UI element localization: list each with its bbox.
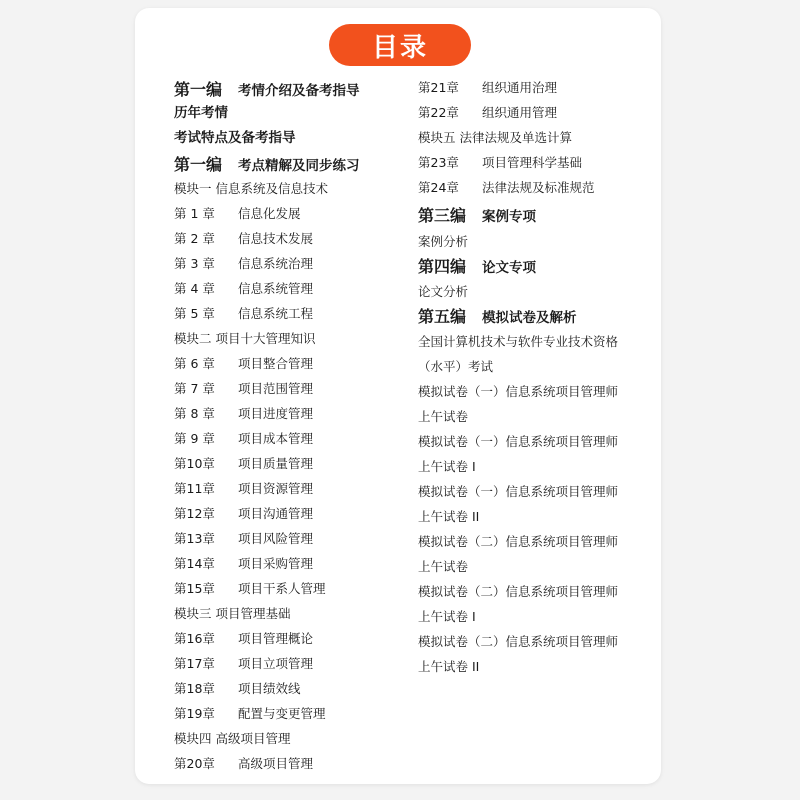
chapter-title: 项目质量管理 bbox=[238, 456, 314, 471]
toc-entry: 上午试卷 I bbox=[418, 459, 476, 474]
chapter-number: 第21章 bbox=[418, 80, 459, 95]
chapter-number: 第16章 bbox=[174, 631, 215, 646]
chapter-number: 第17章 bbox=[174, 656, 215, 671]
part-label: 第一编 bbox=[174, 80, 223, 99]
toc-chapter-entry bbox=[174, 630, 313, 648]
toc-chapter-entry bbox=[174, 580, 326, 598]
chapter-title: 项目沟通管理 bbox=[238, 506, 314, 521]
chapter-number: 第15章 bbox=[174, 581, 215, 596]
chapter-title: 信息系统工程 bbox=[238, 306, 314, 321]
toc-entry: 模拟试卷（二）信息系统项目管理师 bbox=[418, 584, 619, 599]
chapter-title: 组织通用治理 bbox=[482, 80, 558, 95]
chapter-title: 项目资源管理 bbox=[238, 481, 314, 496]
toc-chapter-entry bbox=[174, 530, 313, 548]
toc-part-heading bbox=[418, 205, 536, 228]
chapter-number: 第12章 bbox=[174, 506, 215, 521]
chapter-title: 项目范围管理 bbox=[238, 381, 314, 396]
toc-entry: 模拟试卷（一）信息系统项目管理师 bbox=[418, 484, 619, 499]
toc-entry: 模块四 高级项目管理 bbox=[174, 731, 291, 746]
chapter-title: 项目采购管理 bbox=[238, 556, 314, 571]
chapter-title: 组织通用管理 bbox=[482, 105, 558, 120]
part-label: 第一编 bbox=[174, 155, 223, 174]
chapter-number: 第 5 章 bbox=[174, 306, 215, 321]
toc-entry: 上午试卷 I bbox=[418, 609, 476, 624]
part-label: 第四编 bbox=[418, 257, 467, 276]
chapter-title: 项目风险管理 bbox=[238, 531, 314, 546]
toc-chapter-entry bbox=[174, 205, 301, 223]
toc-entry: 上午试卷 II bbox=[418, 659, 480, 674]
chapter-number: 第 7 章 bbox=[174, 381, 215, 396]
toc-chapter-entry bbox=[174, 430, 313, 448]
toc-chapter-entry bbox=[174, 755, 313, 773]
toc-part-heading bbox=[174, 154, 360, 177]
chapter-number: 第24章 bbox=[418, 180, 459, 195]
toc-chapter-entry bbox=[174, 355, 313, 373]
chapter-number: 第14章 bbox=[174, 556, 215, 571]
toc-title: 目录 bbox=[329, 24, 471, 66]
toc-section-heading: 历年考情 bbox=[174, 105, 228, 121]
toc-chapter-entry bbox=[174, 505, 313, 523]
toc-entry: 模块二 项目十大管理知识 bbox=[174, 331, 316, 346]
chapter-title: 项目管理科学基础 bbox=[482, 155, 583, 170]
part-label: 第三编 bbox=[418, 206, 467, 225]
part-subtitle: 考点精解及同步练习 bbox=[238, 158, 360, 174]
chapter-number: 第23章 bbox=[418, 155, 459, 170]
chapter-number: 第13章 bbox=[174, 531, 215, 546]
toc-part-heading bbox=[418, 306, 577, 329]
toc-entry: 全国计算机技术与软件专业技术资格 bbox=[418, 334, 619, 349]
toc-chapter-entry bbox=[418, 104, 557, 122]
chapter-title: 法律法规及标准规范 bbox=[482, 180, 595, 195]
chapter-title: 项目绩效线 bbox=[238, 681, 301, 696]
chapter-title: 项目立项管理 bbox=[238, 656, 314, 671]
chapter-number: 第20章 bbox=[174, 756, 215, 771]
toc-chapter-entry bbox=[174, 380, 313, 398]
toc-chapter-entry bbox=[174, 455, 313, 473]
toc-chapter-entry bbox=[174, 655, 313, 673]
chapter-title: 项目进度管理 bbox=[238, 406, 314, 421]
chapter-title: 项目管理概论 bbox=[238, 631, 314, 646]
toc-entry: 论文分析 bbox=[418, 284, 469, 299]
chapter-title: 项目整合管理 bbox=[238, 356, 314, 371]
toc-entry: 上午试卷 II bbox=[418, 509, 480, 524]
chapter-number: 第 4 章 bbox=[174, 281, 215, 296]
toc-entry: 模拟试卷（二）信息系统项目管理师 bbox=[418, 534, 619, 549]
chapter-number: 第22章 bbox=[418, 105, 459, 120]
toc-entry: 模拟试卷（一）信息系统项目管理师 bbox=[418, 384, 619, 399]
part-subtitle: 案例专项 bbox=[482, 209, 537, 225]
toc-chapter-entry bbox=[418, 179, 595, 197]
toc-entry: 上午试卷 bbox=[418, 559, 469, 574]
chapter-number: 第 9 章 bbox=[174, 431, 215, 446]
toc-section-heading: 考试特点及备考指导 bbox=[174, 130, 296, 146]
part-subtitle: 考情介绍及备考指导 bbox=[238, 83, 360, 99]
toc-chapter-entry bbox=[174, 480, 313, 498]
chapter-number: 第 8 章 bbox=[174, 406, 215, 421]
chapter-number: 第18章 bbox=[174, 681, 215, 696]
toc-chapter-entry bbox=[174, 230, 313, 248]
part-subtitle: 模拟试卷及解析 bbox=[482, 310, 577, 326]
toc-chapter-entry bbox=[174, 405, 313, 423]
part-label: 第五编 bbox=[418, 307, 467, 326]
toc-chapter-entry bbox=[174, 705, 326, 723]
toc-entry: 模块一 信息系统及信息技术 bbox=[174, 181, 328, 196]
toc-chapter-entry bbox=[418, 154, 582, 172]
toc-entry: 模块三 项目管理基础 bbox=[174, 606, 291, 621]
chapter-title: 项目成本管理 bbox=[238, 431, 314, 446]
toc-chapter-entry bbox=[174, 305, 313, 323]
chapter-number: 第 2 章 bbox=[174, 231, 215, 246]
toc-entry: 案例分析 bbox=[418, 234, 469, 249]
toc-chapter-entry bbox=[418, 79, 557, 97]
chapter-number: 第11章 bbox=[174, 481, 215, 496]
toc-entry: 模拟试卷（一）信息系统项目管理师 bbox=[418, 434, 619, 449]
chapter-number: 第19章 bbox=[174, 706, 215, 721]
chapter-title: 信息系统治理 bbox=[238, 256, 314, 271]
toc-chapter-entry bbox=[174, 555, 313, 573]
chapter-title: 信息化发展 bbox=[238, 206, 301, 221]
chapter-title: 信息技术发展 bbox=[238, 231, 314, 246]
chapter-title: 配置与变更管理 bbox=[238, 706, 326, 721]
toc-entry: 模块五 法律法规及单选计算 bbox=[418, 130, 572, 145]
part-subtitle: 论文专项 bbox=[482, 260, 537, 276]
toc-chapter-entry bbox=[174, 680, 301, 698]
toc-entry: 上午试卷 bbox=[418, 409, 469, 424]
toc-entry: （水平）考试 bbox=[418, 359, 494, 374]
toc-chapter-entry bbox=[174, 255, 313, 273]
toc-part-heading bbox=[418, 256, 536, 279]
toc-entry: 模拟试卷（二）信息系统项目管理师 bbox=[418, 634, 619, 649]
chapter-number: 第 1 章 bbox=[174, 206, 215, 221]
toc-chapter-entry bbox=[174, 280, 313, 298]
toc-part-heading bbox=[174, 79, 360, 102]
chapter-title: 信息系统管理 bbox=[238, 281, 314, 296]
chapter-number: 第 6 章 bbox=[174, 356, 215, 371]
chapter-number: 第 3 章 bbox=[174, 256, 215, 271]
chapter-title: 项目干系人管理 bbox=[238, 581, 326, 596]
chapter-title: 高级项目管理 bbox=[238, 756, 314, 771]
chapter-number: 第10章 bbox=[174, 456, 215, 471]
